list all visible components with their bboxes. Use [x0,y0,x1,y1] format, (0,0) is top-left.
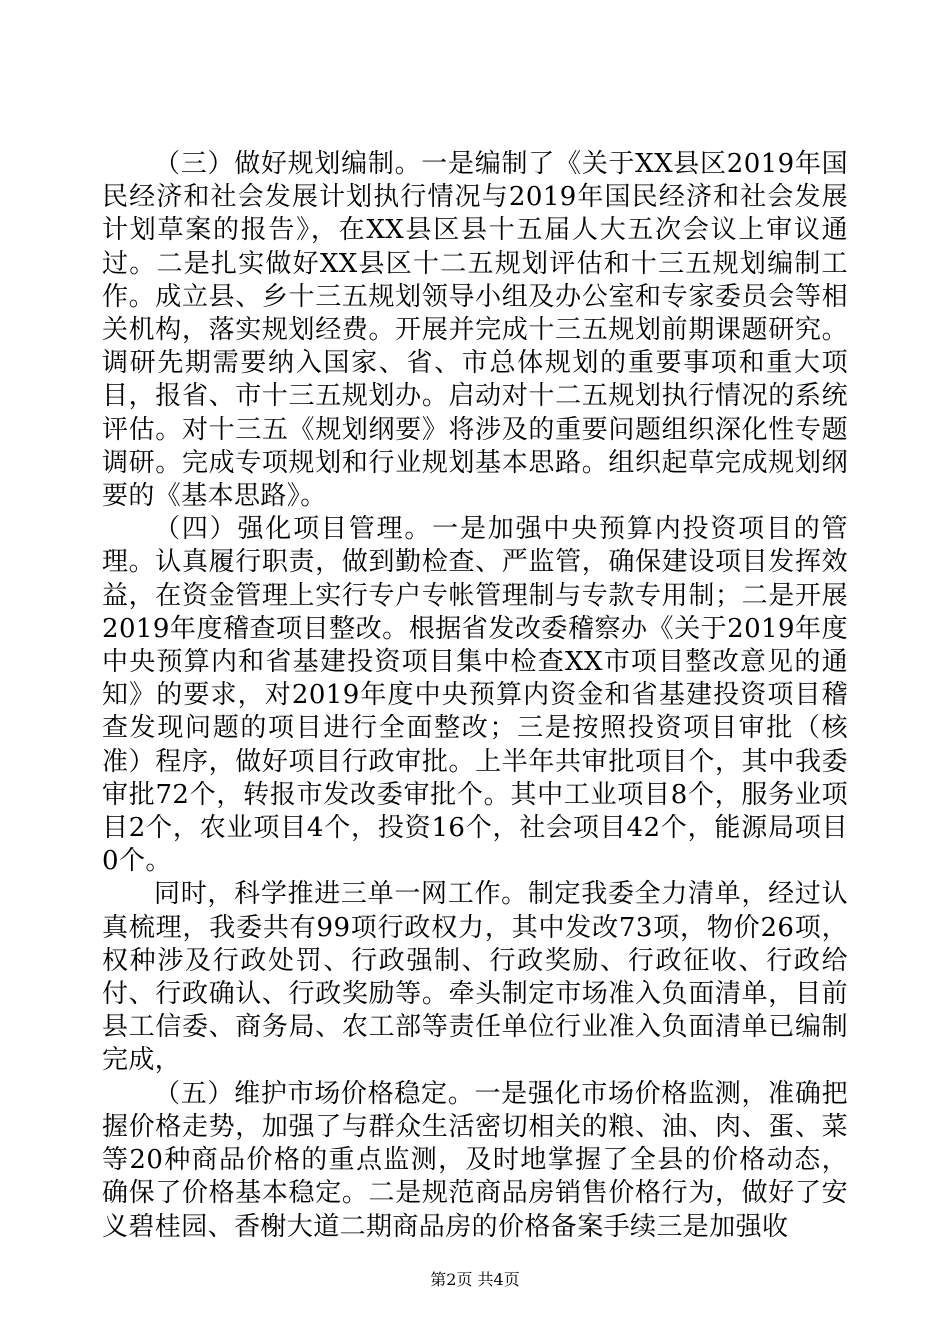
paragraph-project-management: （四）强化项目管理。一是加强中央预算内投资项目的管理。认真履行职责，做到勤检查、严监管，确保建设项目发挥效益，在资金管理上实行专户专帐管理制与专款专用制；二是开展2019年度稽查项目整改。根据省发改委稽察办《关于2019年度中央预算内和省基建投资项目集中检查XX市项目整改意见的通知》的要求，对2019年度中央预算内资金和省基建投资项目稽查发现问题的项目进行全面整改；三是按照投资项目审批（核准）程序，做好项目行政审批。上半年共审批项目个，其中我委审批72个，转报市发改委审批个。其中工业项目8个，服务业项目2个，农业项目4个，投资16个，社会项目42个，能源局项目0个。 [102,514,848,877]
paragraph-three-lists: 同时，科学推进三单一网工作。制定我委全力清单，经过认真梳理，我委共有99项行政权力，其中发改73项，物价26项，权种涉及行政处罚、行政强制、行政奖励、行政征收、行政给付、行政确认、行政奖励等。牵头制定市场准入负面清单，目前县工信委、商务局、农工部等责任单位行业准入负面清单已编制完成， [102,879,848,1076]
document-body [102,148,848,1244]
paragraph-planning: （三）做好规划编制。一是编制了《关于XX县区2019年国民经济和社会发展计划执行情况与2019年国民经济和社会发展计划草案的报告》，在XX县区县十五届人大五次会议上审议通过。二是扎实做好XX县区十二五规划评估和十三五规划编制工作。成立县、乡十三五规划领导小组及办公室和专家委员会等相关机构，落实规划经费。开展并完成十三五规划前期课题研究。调研先期需要纳入国家、省、市总体规划的重要事项和重大项目，报省、市十三五规划办。启动对十二五规划执行情况的系统评估。对十三五《规划纲要》将涉及的重要问题组织深化性专题调研。完成专项规划和行业规划基本思路。组织起草完成规划纲要的《基本思路》。 [102,149,848,512]
paragraph-market-price: （五）维护市场价格稳定。一是强化市场价格监测，准确把握价格走势，加强了与群众生活密切相关的粮、油、肉、蛋、菜等20种商品价格的重点监测，及时地掌握了全县的价格动态，确保了价格基本稳定。二是规范商品房销售价格行为，做好了安义碧桂园、香榭大道二期商品房的价格备案手续三是加强收 [102,1078,848,1242]
page-footer: 第2页 共4页 [430,1270,520,1289]
